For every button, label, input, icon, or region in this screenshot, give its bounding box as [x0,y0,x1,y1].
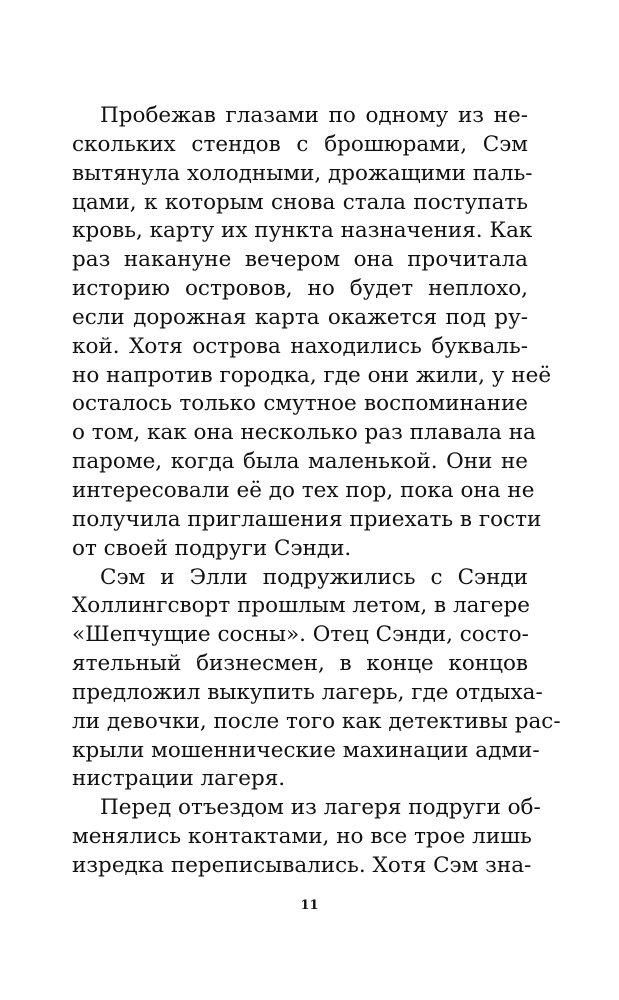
text-line: историю островов, но будет неплохо, [72,276,528,302]
text-line: Сэм и Элли подружились с Сэнди [100,564,528,590]
text-line: Пробежав глазами по одному из не- [100,103,528,128]
text-line: ли девочки, после того как детективы рас- [72,708,561,734]
text-line: осталось только смутное воспоминание [72,391,528,417]
text-line: цами, к которым снова стала поступать [72,189,528,215]
text-line: «Шепчущие сосны». Отец Сэнди, состо- [72,622,529,648]
text-line: ятельный бизнесмен, в конце концов [72,651,528,677]
text-line: пароме, когда была маленькой. Они не [72,449,528,475]
page-number: 11 [300,898,319,913]
text-line: Холлингсворт прошлым летом, в лагере [72,593,530,619]
text-line: кровь, карту их пункта назначения. Как [72,218,533,244]
text-line: скольких стендов с брошюрами, Сэм [72,131,528,157]
text-line: если дорожная карта окажется под ру- [72,304,528,330]
text-line: кой. Хотя острова находились букваль- [72,333,528,359]
text-line: крыли мошеннические махинации адми- [72,737,540,763]
text-line: но напротив городка, где они жили, у неё [72,362,552,388]
text-line: менялись контактами, но все трое лишь [72,824,532,850]
text-line: нистрации лагеря. [72,766,286,792]
text-line: интересовали её до тех пор, пока она не [72,478,535,503]
text-line: изредка переписывались. Хотя Сэм зна- [72,853,532,878]
text-line: о том, как она несколько раз плавала на [72,420,536,446]
text-line: получила приглашения приехать в гости [72,506,542,532]
text-line: Перед отъездом из лагеря подруги об- [100,795,541,821]
text-line: от своей подруги Сэнди. [72,535,352,561]
text-line: раз накануне вечером она прочитала [72,247,528,273]
text-line: предложил выкупить лагерь, где отдыха- [72,679,543,705]
text-line: вытянула холодными, дрожащими паль- [72,160,533,186]
